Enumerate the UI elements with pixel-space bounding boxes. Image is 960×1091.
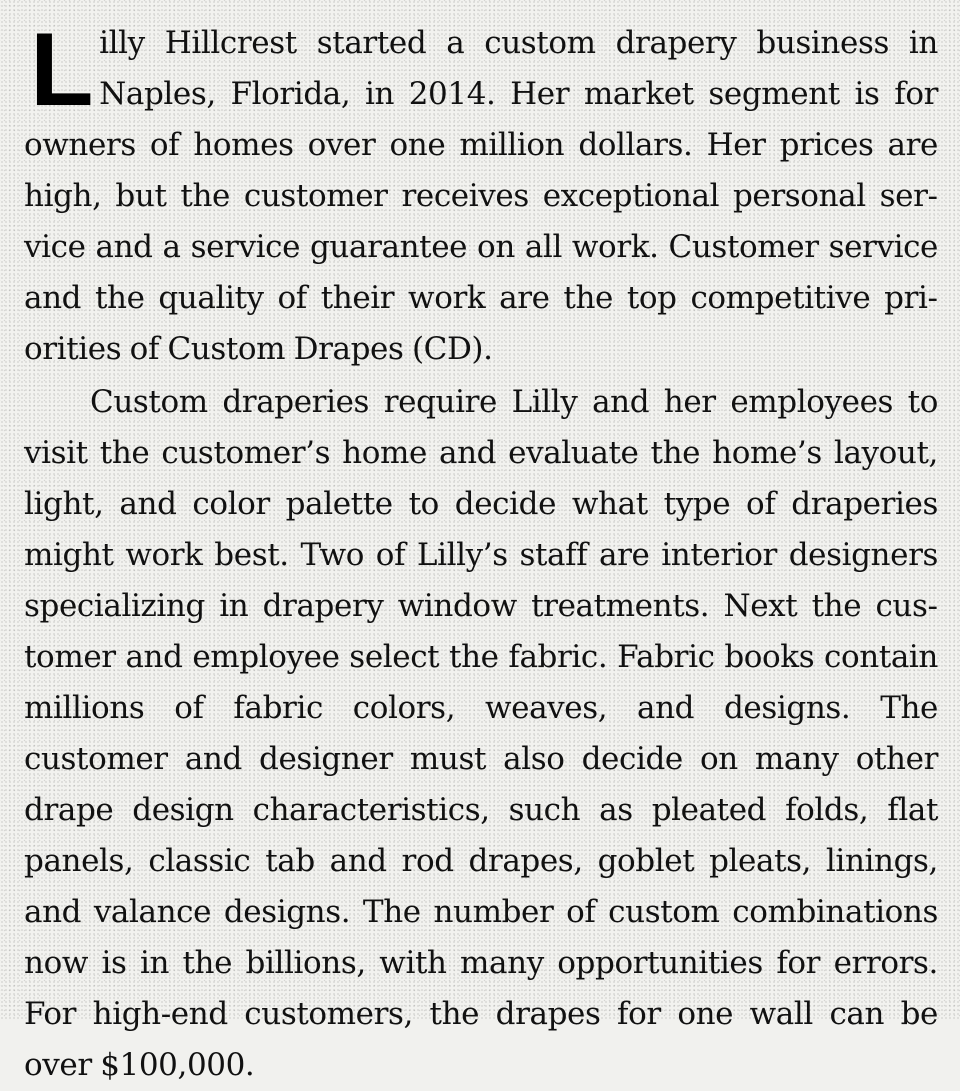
paragraph-intro: [24, 12, 938, 375]
paragraph-intro-text: illy Hillcrest started a custom drapery business in Naples, Florida, in 2014. Her market segment is for owners of homes over one million dollars. Her prices are high, but the customer receives exceptional personal service and a service guarantee on all work. Customer service and the quality of their work are the top competitive priorities of Custom Drapes (CD).: [24, 25, 938, 367]
paragraph-process-text: Custom draperies require Lilly and her employees to visit the customer’s home and evaluate the home’s layout, light, and color palette to decide what type of draperies might work best. Two of Lilly’s staff are interior designers specializing in drapery window treatments. Next the customer and employee select the fabric. Fabric books contain millions of fabric colors, weaves, and designs. The customer and designer must also decide on many other drape design characteristics, such as pleated folds, flat panels, classic tab and rod drapes, goblet pleats, linings, and valance designs. The number of custom combinations now is in the billions, with many opportunities for errors. For high-end customers, the drapes for one wall can be over $100,000.: [24, 384, 938, 1083]
paragraph-process: [24, 377, 938, 1091]
drop-cap: L: [30, 12, 94, 128]
